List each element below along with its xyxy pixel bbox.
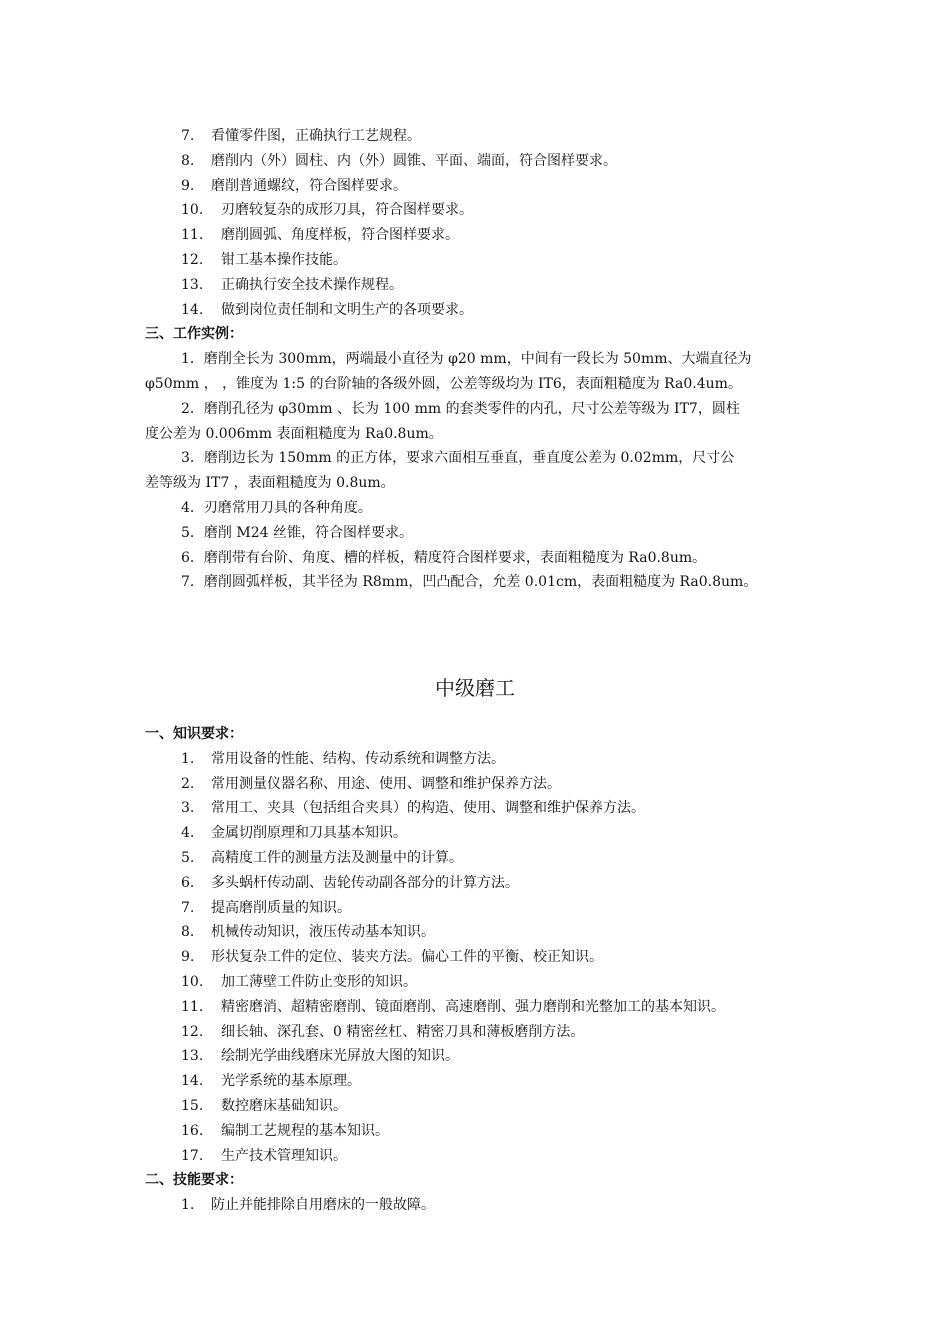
item-number: 6. xyxy=(181,874,195,891)
item-number: 1. xyxy=(181,750,195,767)
example-line: 差等级为 IT7 ，表面粗糙度为 0.8um。 xyxy=(145,475,395,492)
list-item xyxy=(0,945,950,970)
list-item xyxy=(0,970,950,995)
item-number: 9. xyxy=(181,949,195,966)
item-text: 光学系统的基本原理。 xyxy=(221,1073,361,1090)
item-text: 多头蜗杆传动副、齿轮传动副各部分的计算方法。 xyxy=(211,874,519,891)
item-number: 11. xyxy=(181,998,204,1015)
example-line: 3．磨削边长为 150mm 的正方体，要求六面相互垂直，垂直度公差为 0.02mm，尺寸公 xyxy=(181,450,735,467)
item-number: 13. xyxy=(181,276,204,293)
list-item xyxy=(0,896,950,921)
list-item xyxy=(0,149,950,174)
list-item xyxy=(0,1094,950,1119)
item-text: 磨削内（外）圆柱、内（外）圆锥、平面、端面，符合图样要求。 xyxy=(211,152,617,169)
item-number: 8. xyxy=(181,152,195,169)
list-item xyxy=(0,1044,950,1069)
item-number: 12. xyxy=(181,1023,204,1040)
item-number: 1. xyxy=(181,1197,195,1214)
item-text: 常用工、夹具（包括组合夹具）的构造、使用、调整和维护保养方法。 xyxy=(211,800,645,817)
item-text: 做到岗位责任制和文明生产的各项要求。 xyxy=(221,301,473,318)
item-number: 2. xyxy=(181,775,195,792)
list-item xyxy=(0,747,950,772)
item-number: 7. xyxy=(181,128,195,144)
item-text: 数控磨床基础知识。 xyxy=(221,1097,347,1114)
item-text: 加工薄壁工件防止变形的知识。 xyxy=(221,973,417,990)
item-number: 16. xyxy=(181,1122,204,1139)
section-title: 中级磨工 xyxy=(435,676,515,700)
item-number: 9. xyxy=(181,177,195,194)
example-line: φ50mm ， ，锥度为 1:5 的台阶轴的各级外圆，公差等级均为 IT6，表面粗糙度为 Ra0.4um。 xyxy=(145,375,742,392)
item-number: 11. xyxy=(181,227,204,244)
example-line: 1．磨削全长为 300mm，两端最小直径为 φ20 mm，中间有一段长为 50mm、大端直径为 xyxy=(181,351,752,368)
list-item xyxy=(0,995,950,1020)
item-text: 常用设备的性能、结构、传动系统和调整方法。 xyxy=(211,750,505,767)
item-number: 5. xyxy=(181,849,195,866)
item-text: 机械传动知识，液压传动基本知识。 xyxy=(211,924,435,941)
list-item xyxy=(0,124,950,149)
item-number: 8. xyxy=(181,924,195,941)
item-number: 15. xyxy=(181,1097,204,1114)
item-text: 防止并能排除自用磨床的一般故障。 xyxy=(211,1197,435,1214)
item-number: 12. xyxy=(181,251,204,268)
item-text: 正确执行安全技术操作规程。 xyxy=(221,276,403,293)
list-item xyxy=(0,174,950,199)
item-text: 生产技术管理知识。 xyxy=(221,1147,347,1164)
item-text: 高精度工件的测量方法及测量中的计算。 xyxy=(211,849,463,866)
item-number: 13. xyxy=(181,1048,204,1065)
list-item xyxy=(0,1119,950,1144)
list-item xyxy=(0,273,950,298)
top-skills-list xyxy=(0,124,950,595)
item-text: 细长轴、深孔套、0 精密丝杠、精密刀具和薄板磨削方法。 xyxy=(221,1023,585,1040)
item-number: 4. xyxy=(181,825,195,842)
item-text: 精密磨消、超精密磨削、镜面磨削、高速磨削、强力磨削和光整加工的基本知识。 xyxy=(221,998,725,1015)
list-item xyxy=(0,298,950,323)
item-text: 磨削圆弧、角度样板，符合图样要求。 xyxy=(221,227,459,244)
example-line: 7．磨削圆弧样板，其半径为 R8mm，凹凸配合，允差 0.01cm，表面粗糙度为 Ra0.8um。 xyxy=(181,574,758,591)
item-number: 7. xyxy=(181,899,195,916)
example-line: 2．磨削孔径为 φ30mm 、长为 100 mm 的套类零件的内孔，尺寸公差等级为 IT7，圆柱 xyxy=(181,400,740,417)
list-item xyxy=(0,248,950,273)
item-text: 磨削普通螺纹，符合图样要求。 xyxy=(211,177,407,194)
knowledge-heading: 一、知识要求： xyxy=(145,726,243,742)
knowledge-section xyxy=(0,722,950,1218)
item-number: 3. xyxy=(181,800,195,817)
skills-heading: 二、技能要求： xyxy=(145,1172,243,1189)
item-text: 刃磨较复杂的成形刀具，符合图样要求。 xyxy=(221,202,473,219)
list-item xyxy=(0,223,950,248)
item-number: 10. xyxy=(181,973,204,990)
item-text: 编制工艺规程的基本知识。 xyxy=(221,1122,389,1139)
list-item xyxy=(0,871,950,896)
list-item xyxy=(0,846,950,871)
item-text: 钳工基本操作技能。 xyxy=(221,251,347,268)
item-number: 17. xyxy=(181,1147,204,1164)
example-line: 5．磨削 M24 丝锥，符合图样要求。 xyxy=(181,524,413,541)
example-line: 6．磨削带有台阶、角度、槽的样板，精度符合图样要求，表面粗糙度为 Ra0.8um。 xyxy=(181,549,707,566)
list-item xyxy=(0,1020,950,1045)
list-item xyxy=(0,1144,950,1169)
list-item xyxy=(0,1069,950,1094)
list-item xyxy=(0,1193,950,1218)
item-text: 金属切削原理和刀具基本知识。 xyxy=(211,825,407,842)
list-item xyxy=(0,772,950,797)
list-item xyxy=(0,821,950,846)
item-number: 10. xyxy=(181,202,204,219)
item-text: 提高磨削质量的知识。 xyxy=(211,899,351,916)
list-item xyxy=(0,920,950,945)
examples-heading: 三、工作实例： xyxy=(145,326,243,343)
example-line: 4．刃磨常用刀具的各种角度。 xyxy=(181,499,372,516)
item-text: 形状复杂工件的定位、装夹方法。偏心工件的平衡、校正知识。 xyxy=(211,949,603,966)
list-item xyxy=(0,796,950,821)
item-text: 常用测量仪器名称、用途、使用、调整和维护保养方法。 xyxy=(211,775,561,792)
list-item xyxy=(0,198,950,223)
item-text: 看懂零件图，正确执行工艺规程。 xyxy=(211,128,421,144)
example-line: 度公差为 0.006mm 表面粗糙度为 Ra0.8um。 xyxy=(145,425,443,442)
item-text: 绘制光学曲线磨床光屏放大图的知识。 xyxy=(221,1048,459,1065)
item-number: 14. xyxy=(181,301,204,318)
item-number: 14. xyxy=(181,1073,204,1090)
